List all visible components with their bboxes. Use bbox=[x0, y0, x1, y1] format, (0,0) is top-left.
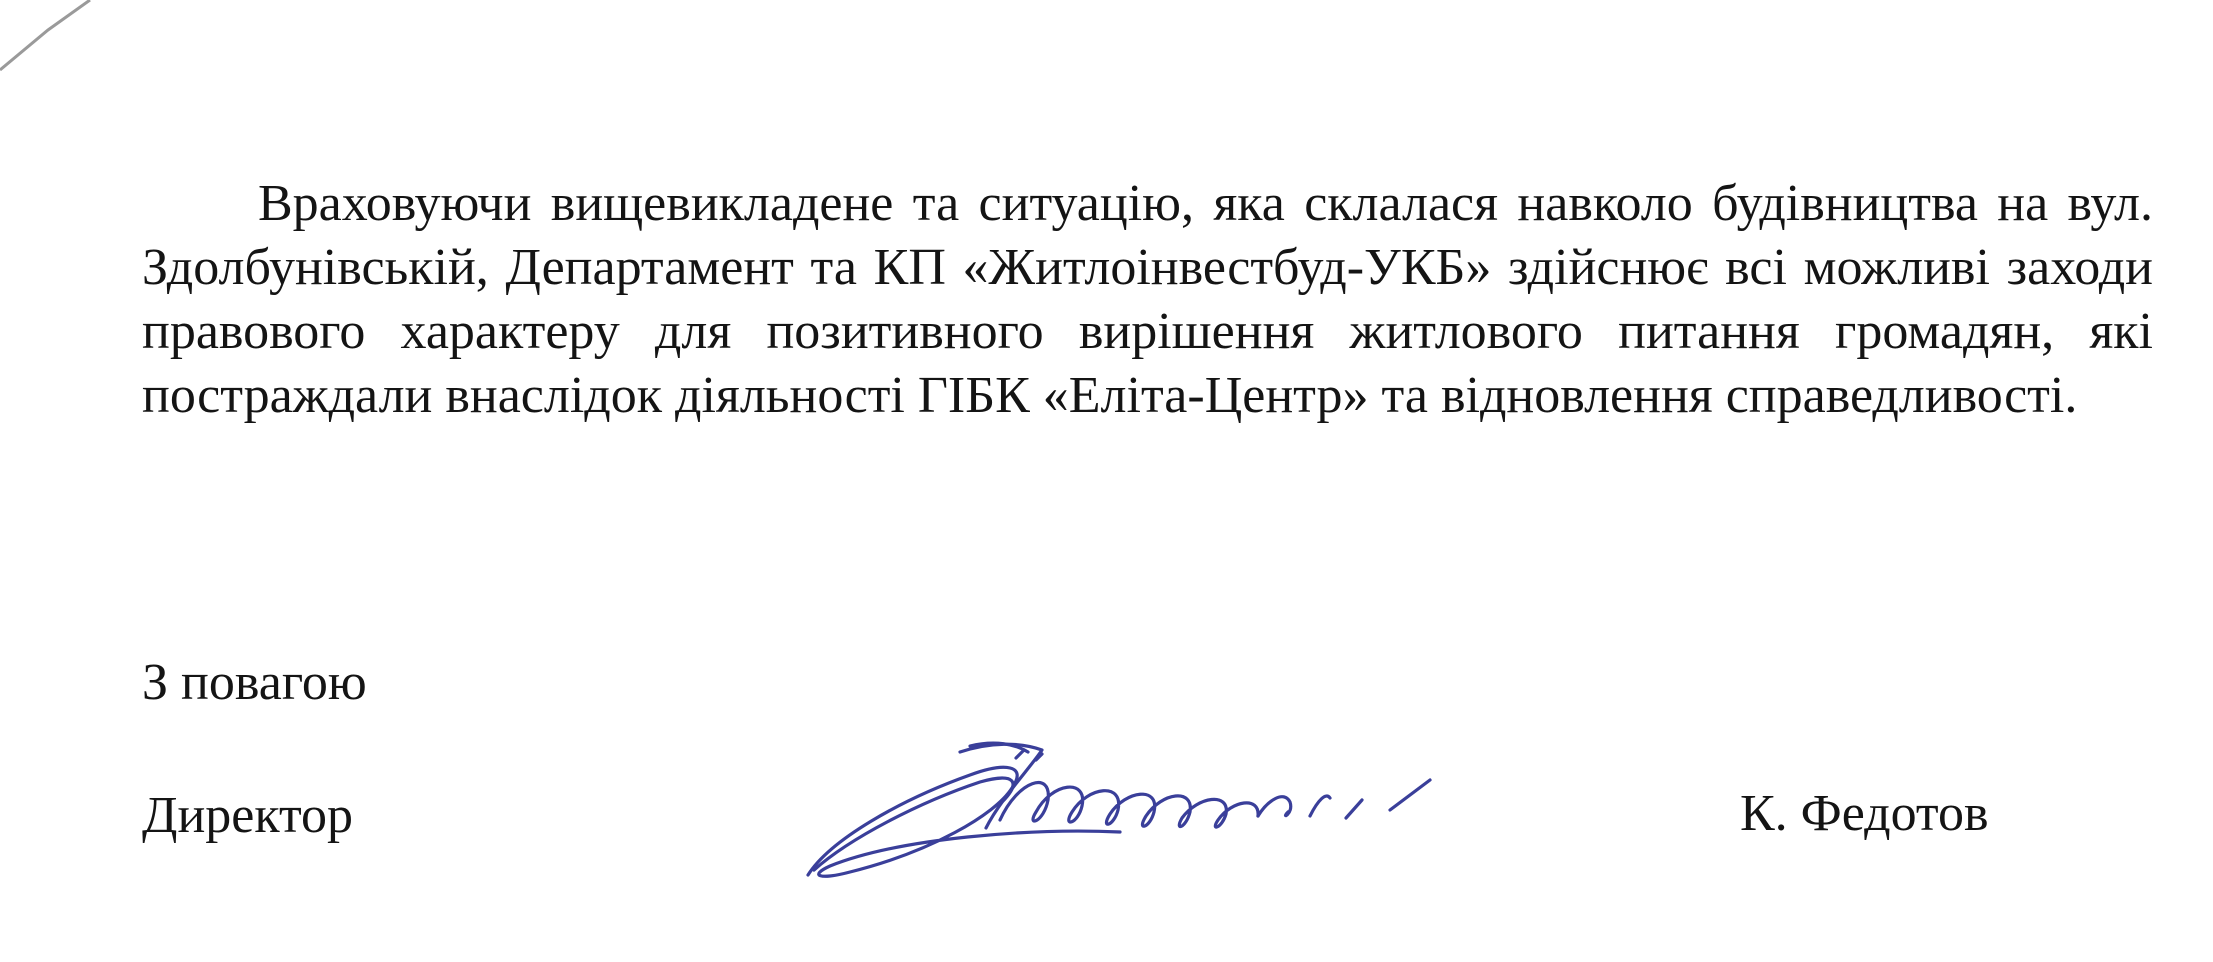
letter-body-paragraph: Враховуючи вищевикладене та ситуацію, яка склалася навколо будівництва на вул. Здолбунівській, Департамент та КП «Житлоінвестбуд-УКБ» здійснює всі можливі заходи правового характеру для позитивного вирішення житлового питання громадян, які постраждали внаслідок діяльності ГІБК «Еліта-Центр» та відновлення справедливості. bbox=[142, 175, 2153, 424]
page-fold-mark bbox=[0, 0, 120, 90]
signer-name: К. Федотов bbox=[1740, 785, 1989, 842]
handwritten-signature-icon bbox=[790, 720, 1490, 890]
signer-title: Директор bbox=[142, 787, 353, 844]
letter-closing: З повагою bbox=[142, 654, 367, 711]
